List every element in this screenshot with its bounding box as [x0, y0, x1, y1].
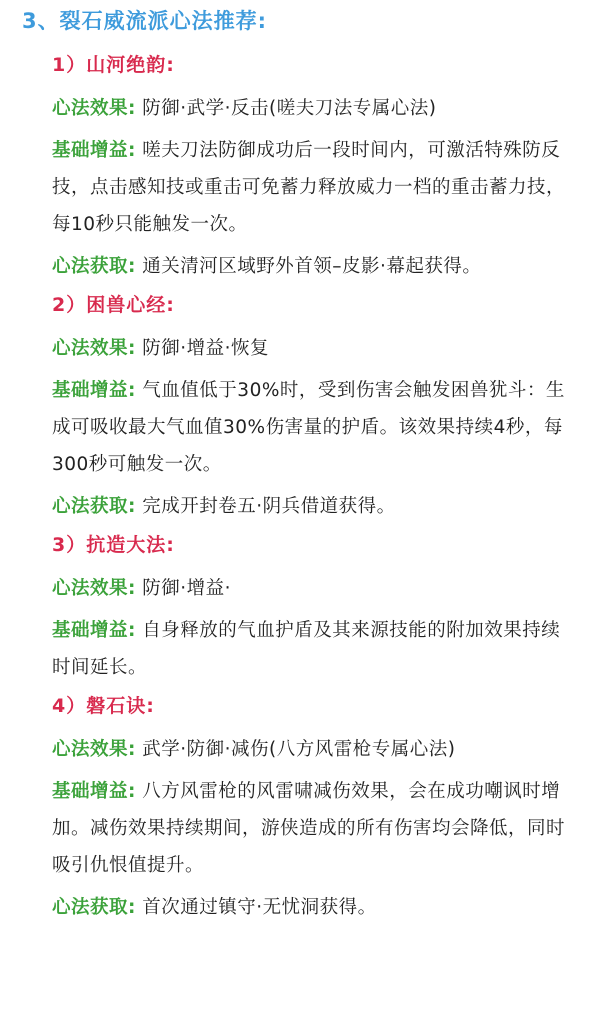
art-block-panshi — [52, 691, 578, 926]
obtain-row — [52, 488, 578, 525]
row-text: 防御·增益·恢复 — [142, 338, 270, 359]
row-text: 首次通过镇守·无忧洞获得。 — [142, 897, 377, 918]
row-label: 基础增益: — [52, 781, 136, 802]
row-label: 心法效果: — [52, 338, 136, 359]
art-title: 1）山河绝韵: — [52, 54, 175, 76]
row-label: 心法效果: — [52, 578, 136, 599]
row-label: 基础增益: — [52, 380, 136, 401]
art-block-shanhe — [52, 50, 578, 285]
effect-row — [52, 570, 578, 607]
row-label: 心法获取: — [52, 256, 136, 277]
row-text: 防御·增益· — [142, 578, 232, 599]
row-text: 防御·武学·反击(嗟夫刀法专属心法) — [142, 98, 437, 119]
effect-row — [52, 330, 578, 367]
row-text: 气血值低于30%时，受到伤害会触发困兽犹斗：生成可吸收最大气血值30%伤害量的护盾。该效果持续4秒，每300秒可触发一次。 — [52, 380, 565, 475]
buff-row — [52, 132, 578, 243]
row-text: 通关清河区域野外首领–皮影·幕起获得。 — [142, 256, 482, 277]
buff-row — [52, 773, 578, 884]
art-block-kangzao — [52, 530, 578, 686]
row-text: 自身释放的气血护盾及其来源技能的附加效果持续时间延长。 — [52, 620, 561, 678]
row-label: 基础增益: — [52, 620, 136, 641]
obtain-row — [52, 248, 578, 285]
row-label: 心法效果: — [52, 98, 136, 119]
row-text: 嗟夫刀法防御成功后一段时间内，可激活特殊防反技，点击感知技或重击可免蓄力释放威力一档的重击蓄力技，每10秒只能触发一次。 — [52, 140, 566, 235]
row-text: 八方风雷枪的风雷啸减伤效果，会在成功嘲讽时增加。减伤效果持续期间，游侠造成的所有伤害均会降低，同时吸引仇恨值提升。 — [52, 781, 566, 876]
effect-row — [52, 731, 578, 768]
art-title: 2）困兽心经: — [52, 294, 175, 316]
art-title: 3）抗造大法: — [52, 534, 175, 556]
row-label: 心法获取: — [52, 897, 136, 918]
art-title: 4）磐石诀: — [52, 695, 155, 717]
buff-row — [52, 612, 578, 686]
row-text: 完成开封卷五·阴兵借道获得。 — [142, 496, 396, 517]
buff-row — [52, 372, 578, 483]
row-text: 武学·防御·减伤(八方风雷枪专属心法) — [142, 739, 456, 760]
row-label: 心法获取: — [52, 496, 136, 517]
section-title: 3、裂石威流派心法推荐: — [22, 9, 268, 33]
row-label: 心法效果: — [52, 739, 136, 760]
row-label: 基础增益: — [52, 140, 136, 161]
obtain-row — [52, 889, 578, 926]
effect-row — [52, 90, 578, 127]
art-block-kunshou — [52, 290, 578, 525]
